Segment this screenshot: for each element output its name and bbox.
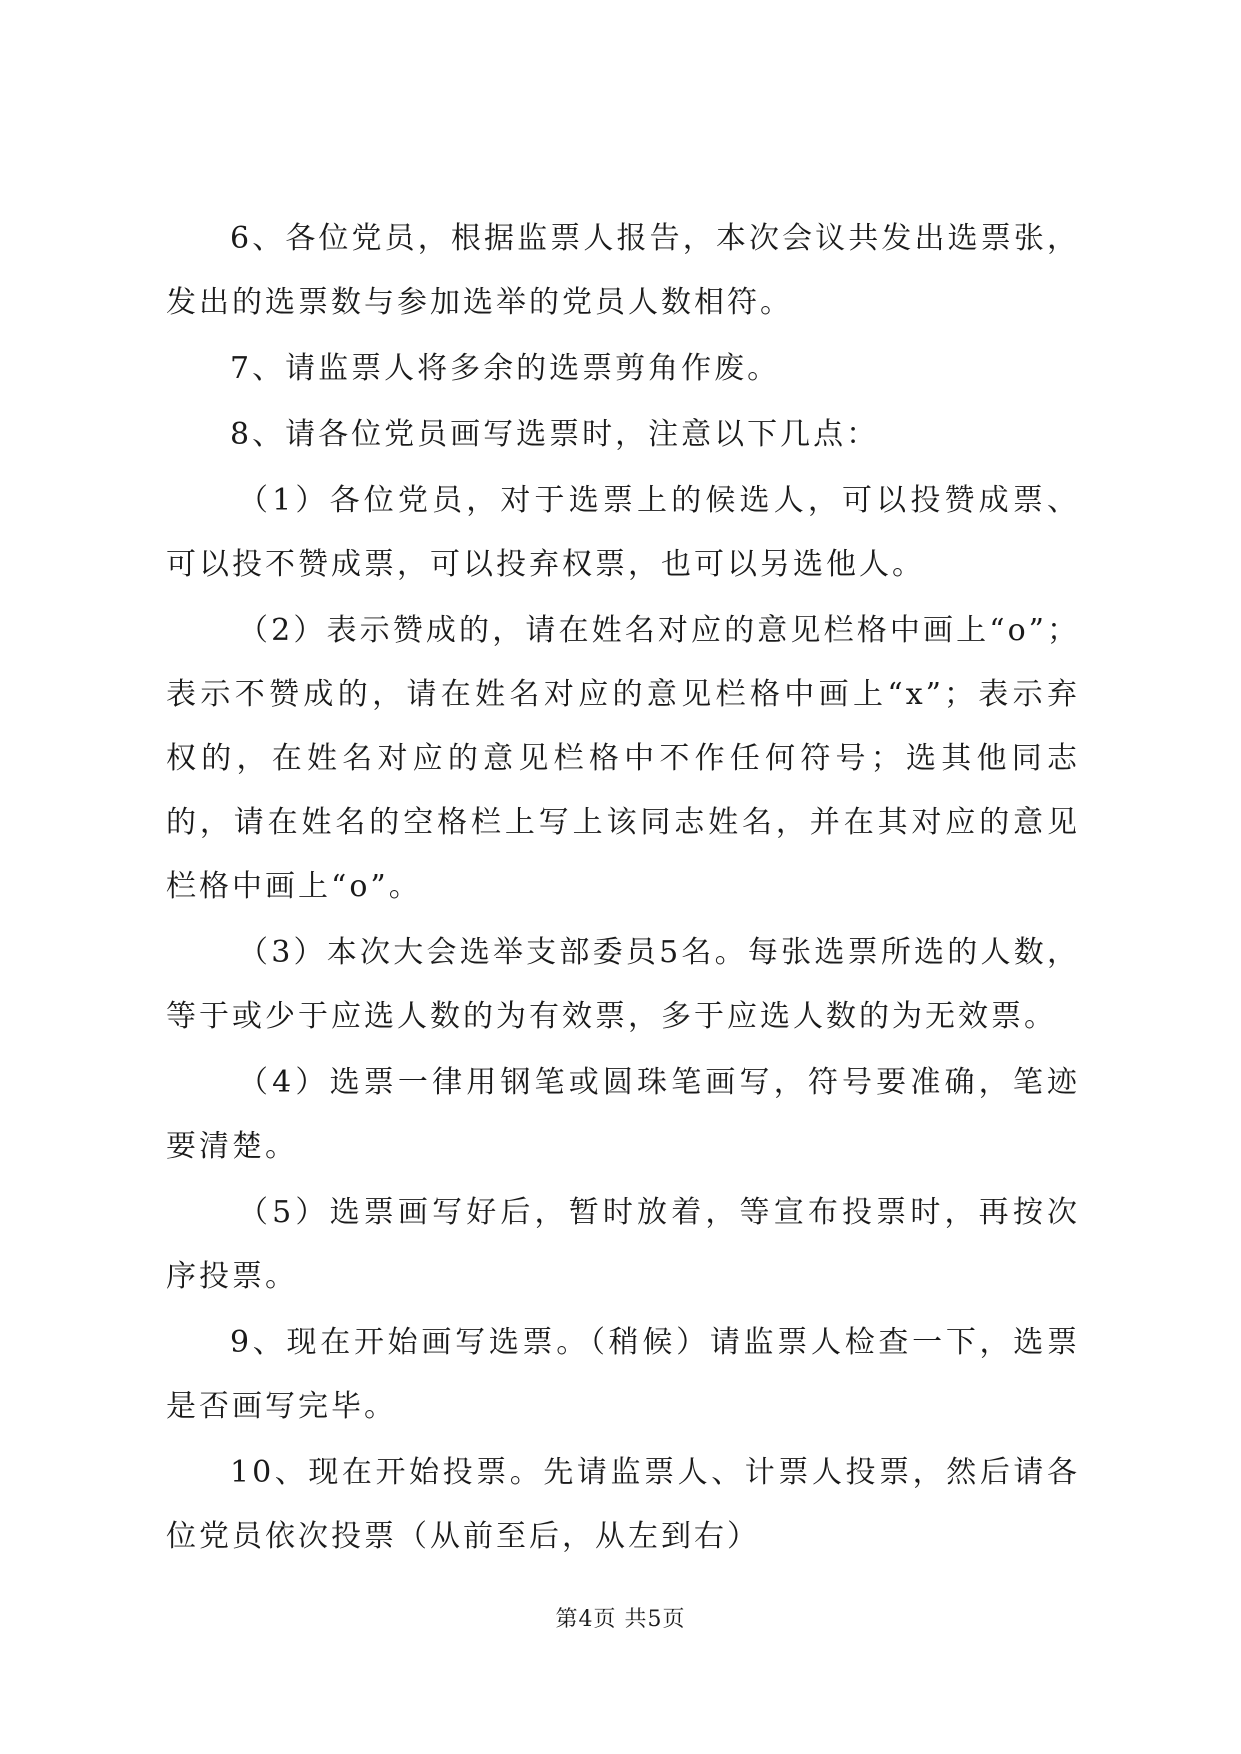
paragraph-item-7: 7、请监票人将多余的选票剪角作废。 (230, 351, 781, 386)
paragraph-item-10: 10、现在开始投票。先请监票人、计票人投票，然后请各位党员依次投票（从前至后，从左到右） (166, 1455, 1080, 1554)
paragraph-subitem-1: （1）各位党员，对于选票上的候选人，可以投赞成票、可以投不赞成票，可以投弃权票，也可以另选他人。 (166, 483, 1080, 582)
page-footer: 第4页 共5页 (555, 1607, 686, 1632)
paragraph-subitem-2: （2）表示赞成的，请在姓名对应的意见栏格中画上“o”；表示不赞成的，请在姓名对应的意见栏格中画上“x”；表示弃权的，在姓名对应的意见栏格中不作任何符号；选其他同志的，请在姓名的空格栏上写上该同志姓名，并在其对应的意见栏格中画上“o”。 (166, 613, 1080, 904)
paragraph-item-9: 9、现在开始画写选票。（稍候）请监票人检查一下，选票是否画写完毕。 (166, 1325, 1080, 1424)
paragraph-subitem-3: （3）本次大会选举支部委员5名。每张选票所选的人数，等于或少于应选人数的为有效票，多于应选人数的为无效票。 (166, 935, 1080, 1034)
paragraph-item-6: 6、各位党员，根据监票人报告，本次会议共发出选票张，发出的选票数与参加选举的党员人数相符。 (166, 221, 1080, 320)
paragraph-subitem-4: （4）选票一律用钢笔或圆珠笔画写，符号要准确，笔迹要清楚。 (166, 1065, 1080, 1164)
paragraph-subitem-5: （5）选票画写好后，暂时放着，等宣布投票时，再按次序投票。 (166, 1195, 1080, 1294)
paragraph-item-8: 8、请各位党员画写选票时，注意以下几点： (230, 417, 880, 452)
document-body (166, 207, 1080, 1571)
